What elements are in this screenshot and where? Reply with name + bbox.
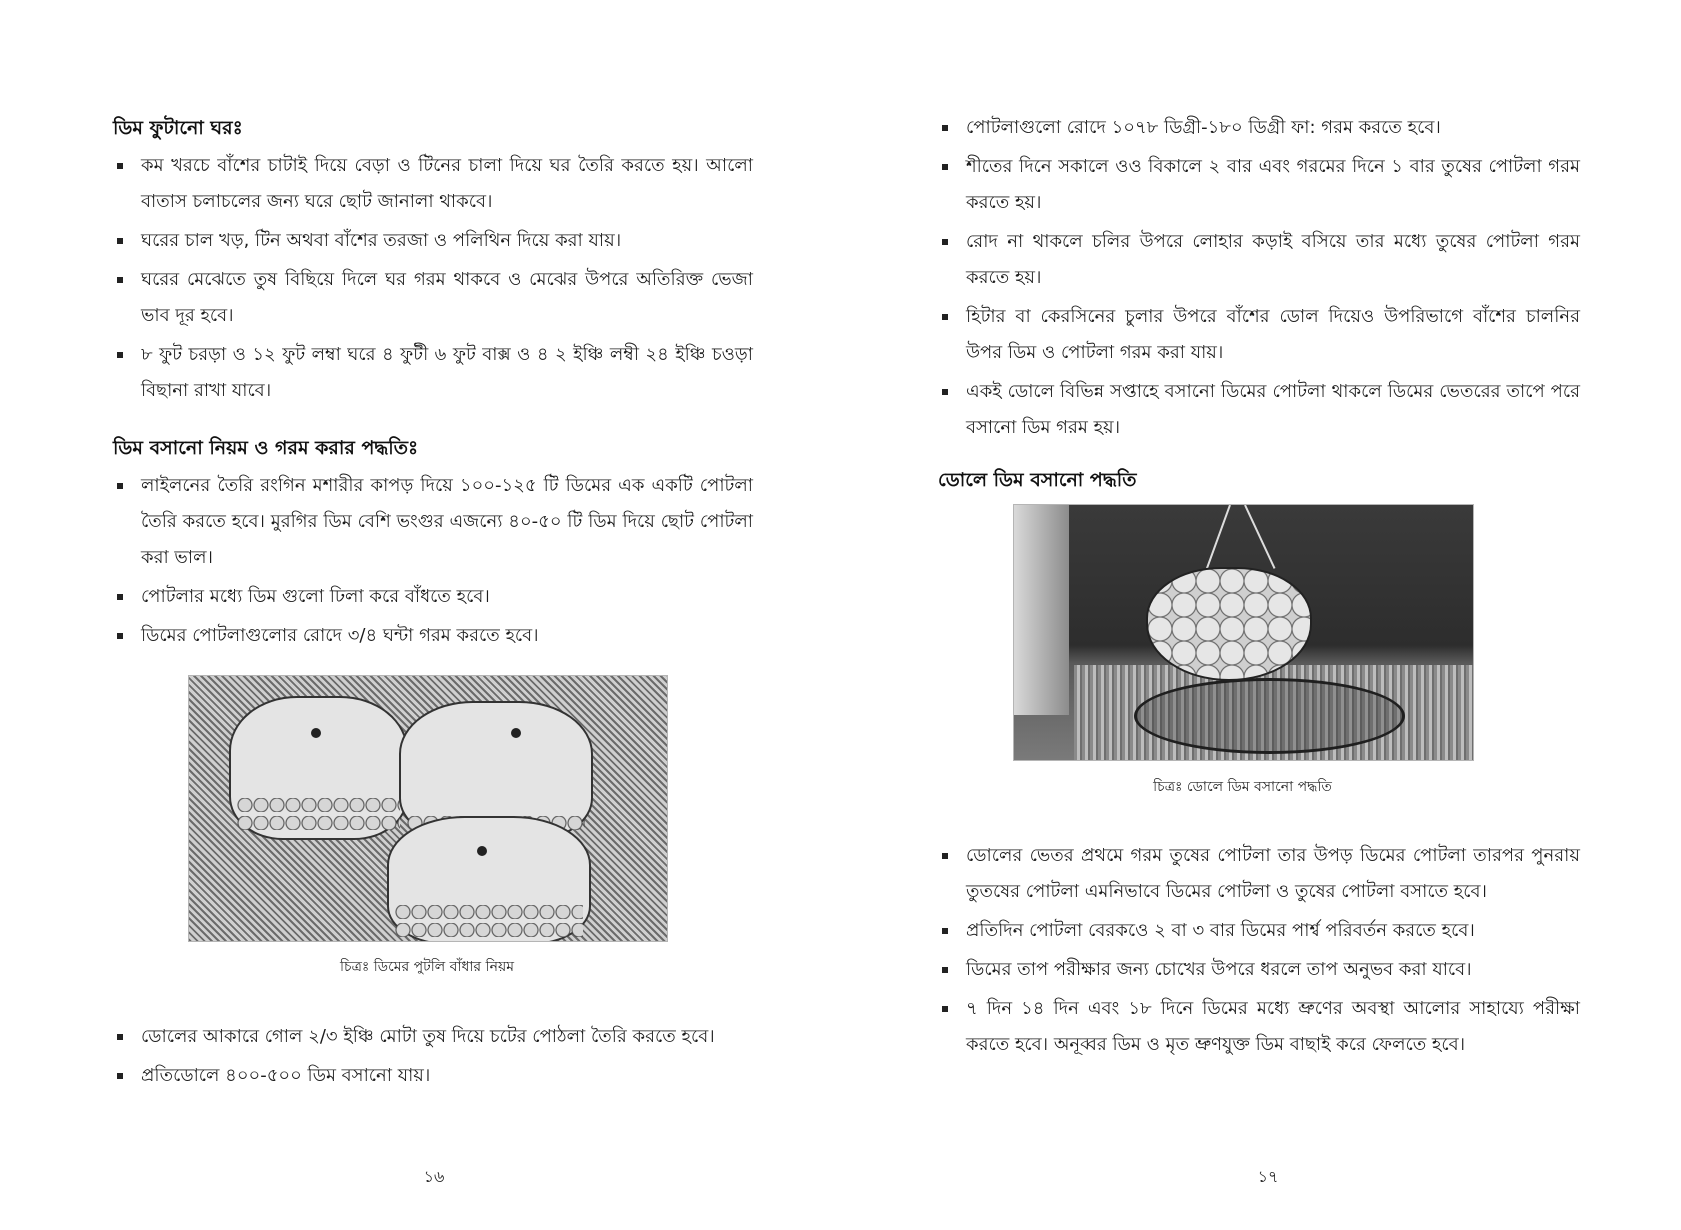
list-item: ঘরের চাল খড়, টিন অথবা বাঁশের তরজা ও পলিথিন দিয়ে করা যায়। — [115, 223, 753, 259]
bullet-icon — [942, 239, 948, 245]
after-figure-list-right — [940, 838, 1580, 1066]
hatching-house-list — [115, 148, 753, 412]
bullet-icon — [942, 928, 948, 934]
egg-bag-shape — [1146, 567, 1312, 681]
bullet-icon — [117, 1073, 123, 1079]
list-item: রোদ না থাকলে চলির উপরে লোহার কড়াই বসিয়ে তার মধ্যে তুষের পোটলা গরম করতে হয়। — [940, 224, 1580, 296]
list-item: ৭ দিন ১৪ দিন এবং ১৮ দিনে ডিমের মধ্যে ভ্রুণের অবস্থা আলোর সাহায্যে পরীক্ষা করতে হবে। অনূব্বর ডিম ও মৃত ভ্রুণযুক্ত ডিম বাছাই করে ফেলতে হবে। — [940, 991, 1580, 1063]
bullet-icon — [942, 164, 948, 170]
list-item: একই ডোলে বিভিন্ন সপ্তাহে বসানো ডিমের পোটলা থাকলে ডিমের ভেতরের তাপে পরে বসানো ডিম গরম হয়। — [940, 374, 1580, 446]
list-item: প্রতিদিন পোটলা বেরকওে ২ বা ৩ বার ডিমের পার্শ্ব পরিবর্তন করতে হবে। — [940, 913, 1580, 949]
heating-list — [940, 110, 1580, 449]
list-item: ডোলের ভেতর প্রথমে গরম তুষের পোটলা তার উপড় ডিমের পোটলা তারপর পুনরায় তুতষের পোটলা এমনিভাবে ডিমের পোটলা ও তুষের পোটলা বসাতে হবে। — [940, 838, 1580, 910]
bullet-icon — [117, 238, 123, 244]
egg-bundle-shape — [387, 816, 591, 942]
list-item: পোটলার মধ্যে ডিম গুলো ঢিলা করে বাঁধতে হবে। — [115, 579, 753, 615]
bullet-icon — [942, 1006, 948, 1012]
egg-bundles-figure — [188, 675, 668, 942]
bullet-icon — [942, 967, 948, 973]
bullet-icon — [117, 163, 123, 169]
list-item: ডোলের আকারে গোল ২/৩ ইঞ্চি মোটা তুষ দিয়ে চটের পোঠলা তৈরি করতে হবে। — [115, 1019, 753, 1055]
bullet-icon — [117, 594, 123, 600]
page-number: ১৬ — [423, 1167, 445, 1186]
list-item: ডিমের তাপ পরীক্ষার জন্য চোখের উপরে ধরলে তাপ অনুভব করা যাবে। — [940, 952, 1580, 988]
list-item: ঘরের মেঝেতে তুষ বিছিয়ে দিলে ঘর গরম থাকবে ও মেঝের উপরে অতিরিক্ত ভেজা ভাব দূর হবে। — [115, 262, 753, 334]
right-page — [840, 0, 1681, 1230]
after-figure-list-left — [115, 1019, 753, 1097]
bullet-icon — [117, 633, 123, 639]
bullet-icon — [942, 314, 948, 320]
bullet-icon — [117, 277, 123, 283]
list-item: পোটলাগুলো রোদে ১০৭৮ ডিগ্রী-১৮০ ডিগ্রী ফা: গরম করতে হবে। — [940, 110, 1580, 146]
list-item: লাইলনের তৈরি রংগিন মশারীর কাপড় দিয়ে ১০০-১২৫ টি ডিমের এক একটি পোটলা তৈরি করতে হবে। মুরগির ডিম বেশি ভংগুর এজন্যে ৪০-৫০ টি ডিম দিয়ে ছোট পোটলা করা ভাল। — [115, 468, 753, 576]
list-item: প্রতিডোলে ৪০০-৫০০ ডিম বসানো যায়। — [115, 1058, 753, 1094]
egg-bundle-shape — [229, 696, 408, 840]
list-item: হিটার বা কেরসিনের চুলার উপরে বাঁশের ডোল দিয়েও উপরিভাগে বাঁশের চালনির উপর ডিম ও পোটলা গরম করা যায়। — [940, 299, 1580, 371]
list-item: শীতের দিনে সকালে ওও বিকালে ২ বার এবং গরমের দিনে ১ বার তুষের পোটলা গরম করতে হয়। — [940, 149, 1580, 221]
page-number: ১৭ — [1257, 1167, 1279, 1186]
bullet-icon — [117, 483, 123, 489]
list-item: কম খরচে বাঁশের চাটাই দিয়ে বেড়া ও টিনের চালা দিয়ে ঘর তৈরি করতে হয়। আলো বাতাস চলাচলের জন্য ঘরে ছোট জানালা থাকবে। — [115, 148, 753, 220]
figure-caption: চিত্রঃ ডোলে ডিম বসানো পদ্ধতি — [1153, 779, 1332, 795]
bullet-icon — [117, 1034, 123, 1040]
egg-setting-list — [115, 468, 753, 657]
section-heading-dol-method: ডোলে ডিম বসানো পদ্ধতি — [938, 469, 1137, 491]
section-heading-egg-setting: ডিম বসানো নিয়ম ও গরম করার পদ্ধতিঃ — [113, 437, 419, 459]
dol-egg-figure — [1013, 504, 1474, 761]
list-item: ডিমের পোটলাগুলোর রোদে ৩/৪ ঘন্টা গরম করতে হবে। — [115, 618, 753, 654]
bullet-icon — [942, 853, 948, 859]
dol-basket-shape — [1134, 678, 1405, 754]
left-page — [0, 0, 840, 1230]
section-heading-hatching-house: ডিম ফুটানো ঘরঃ — [113, 117, 243, 139]
bullet-icon — [117, 352, 123, 358]
figure-caption: চিত্রঃ ডিমের পুটলি বাঁধার নিয়ম — [340, 959, 514, 975]
bullet-icon — [942, 125, 948, 131]
bullet-icon — [942, 389, 948, 395]
list-item: ৮ ফুট চরড়া ও ১২ ফুট লম্বা ঘরে ৪ ফুটী ৬ ফুট বাক্স ও ৪ ২ ইঞ্চি লম্বী ২৪ ইঞ্চি চওড়া বিছানা রাখা যাবে। — [115, 337, 753, 409]
